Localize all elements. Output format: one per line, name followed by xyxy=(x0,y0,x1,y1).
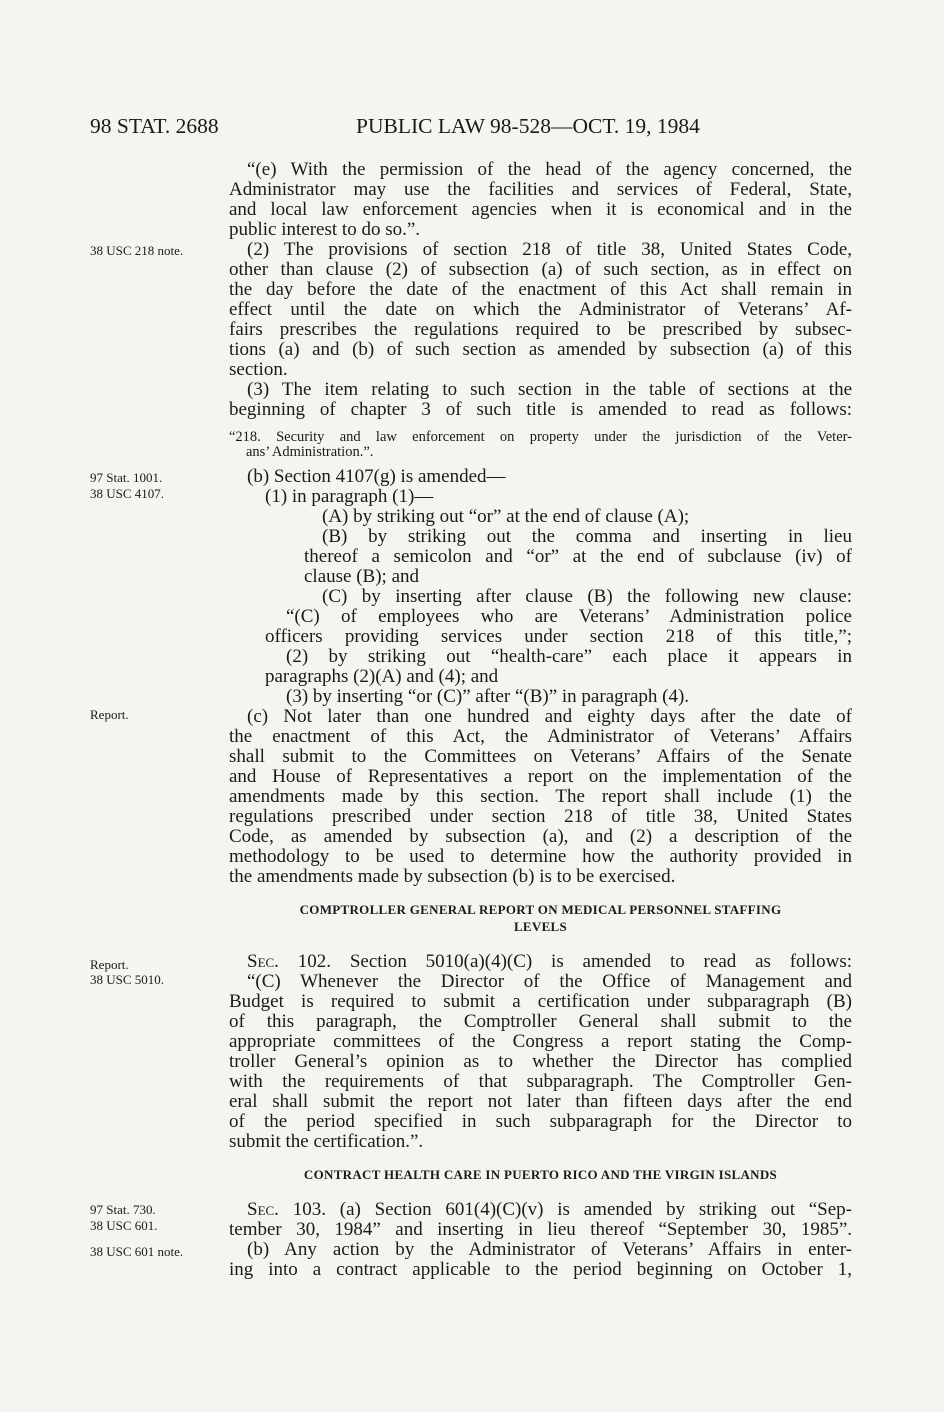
text-line: eral shall submit the report not later than fifteen days after the end xyxy=(229,1091,852,1112)
text-line: amendments made by this section. The report shall include (1) the xyxy=(229,786,852,807)
text-line: (b) Section 4107(g) is amended— xyxy=(247,466,506,487)
text-line: (A) by striking out “or” at the end of clause (A); xyxy=(322,506,690,527)
text-line: (B) by striking out the comma and inserting in lieu xyxy=(322,526,852,547)
margin-note: 38 USC 5010. xyxy=(90,972,165,987)
text-line: (2) by striking out “health-care” each place it appears in xyxy=(286,646,852,667)
stat-page-number: 98 STAT. 2688 xyxy=(90,114,219,138)
text-line: the amendments made by subsection (b) is to be exercised. xyxy=(229,866,676,887)
text-line: (b) Any action by the Administrator of Veterans’ Affairs in enter- xyxy=(247,1239,852,1260)
section-label: Sec. xyxy=(247,951,279,972)
text-line: ans’ Administration.”. xyxy=(246,444,374,460)
text-line: tions (a) and (b) of such section as amended by subsection (a) of this xyxy=(229,339,852,360)
margin-note: 97 Stat. 1001. xyxy=(90,470,163,485)
text-line: “(e) With the permission of the head of the agency concerned, the xyxy=(247,159,852,180)
text-line: appropriate committees of the Congress a report stating the Comp- xyxy=(229,1031,852,1052)
text-line: Administrator may use the facilities and services of Federal, State, xyxy=(229,179,852,200)
text-line: section. xyxy=(229,359,288,380)
text-line: clause (B); and xyxy=(304,566,420,587)
text-span: 103. (a) Section 601(4)(C)(v) is amended by striking out “Sep- xyxy=(292,1199,853,1220)
margin-note: Report. xyxy=(90,707,129,722)
text-line: other than clause (2) of subsection (a) of such section, as in effect on xyxy=(229,259,852,280)
text-line: “(C) Whenever the Director of the Office of Management and xyxy=(247,971,852,992)
text-line: public interest to do so.”. xyxy=(229,219,421,240)
margin-note: 97 Stat. 730. xyxy=(90,1202,156,1217)
text-line: of the period specified in such subparagraph for the Director to xyxy=(229,1111,852,1132)
text-line: ing into a contract applicable to the period beginning on October 1, xyxy=(229,1259,852,1280)
text-line: “218. Security and law enforcement on property under the jurisdiction of the Veter- xyxy=(229,429,852,445)
text-line: submit the certification.”. xyxy=(229,1131,424,1152)
margin-note: 38 USC 601 note. xyxy=(90,1244,184,1259)
text-line: methodology to be used to determine how the authority provided in xyxy=(229,846,852,867)
margin-note: 38 USC 601. xyxy=(90,1218,158,1233)
text-line: (c) Not later than one hundred and eighty days after the date of xyxy=(247,706,852,727)
text-line: effect until the date on which the Administrator of Veterans’ Af- xyxy=(229,299,852,320)
text-line xyxy=(247,1200,852,1220)
text-line: paragraphs (2)(A) and (4); and xyxy=(265,666,499,687)
text-line: with the requirements of that subparagraph. The Comptroller Gen- xyxy=(229,1071,852,1092)
text-line: “(C) of employees who are Veterans’ Administration police xyxy=(286,606,852,627)
text-line: (C) by inserting after clause (B) the following new clause: xyxy=(322,586,852,607)
text-line: the enactment of this Act, the Administrator of Veterans’ Affairs xyxy=(229,726,852,747)
text-line: regulations prescribed under section 218 of title 38, United States xyxy=(229,806,852,827)
text-line: shall submit to the Committees on Veterans’ Affairs of the Senate xyxy=(229,746,852,767)
text-span: 102. Section 5010(a)(4)(C) is amended to read as follows: xyxy=(297,951,853,972)
text-line: Budget is required to submit a certification under subparagraph (B) xyxy=(229,991,852,1012)
law-title-header: PUBLIC LAW 98-528—OCT. 19, 1984 xyxy=(356,114,700,138)
margin-note: Report. xyxy=(90,957,129,972)
text-line: the day before the date of the enactment of this Act shall remain in xyxy=(229,279,852,300)
text-line: and House of Representatives a report on the implementation of the xyxy=(229,766,852,787)
section-label: Sec. xyxy=(247,1199,279,1220)
section-heading: COMPTROLLER GENERAL REPORT ON MEDICAL PERSONNEL STAFFING xyxy=(299,902,782,917)
text-line: and local law enforcement agencies when it is economical and in the xyxy=(229,199,852,220)
text-line: beginning of chapter 3 of such title is amended to read as follows: xyxy=(229,399,852,420)
margin-note: 38 USC 4107. xyxy=(90,486,165,501)
text-line: tember 30, 1984” and inserting in lieu thereof “September 30, 1985”. xyxy=(229,1219,852,1240)
section-heading: CONTRACT HEALTH CARE IN PUERTO RICO AND THE VIRGIN ISLANDS xyxy=(303,1167,778,1182)
text-line: Code, as amended by subsection (a), and (2) a description of the xyxy=(229,826,852,847)
text-line: officers providing services under section 218 of this title,”; xyxy=(265,626,852,647)
margin-note: 38 USC 218 note. xyxy=(90,243,184,258)
text-line: troller General’s opinion as to whether the Director has complied xyxy=(229,1051,852,1072)
text-line: (3) The item relating to such section in the table of sections at the xyxy=(247,379,852,400)
text-line: (1) in paragraph (1)— xyxy=(265,486,434,507)
text-line: fairs prescribes the regulations required to be prescribed by subsec- xyxy=(229,319,852,340)
section-heading: LEVELS xyxy=(513,919,568,934)
text-line: thereof a semicolon and “or” at the end of subclause (iv) of xyxy=(304,546,852,567)
text-line xyxy=(247,952,852,972)
text-line: (3) by inserting “or (C)” after “(B)” in paragraph (4). xyxy=(286,686,690,707)
text-line: (2) The provisions of section 218 of title 38, United States Code, xyxy=(247,239,852,260)
text-line: of this paragraph, the Comptroller General shall submit to the xyxy=(229,1011,852,1032)
